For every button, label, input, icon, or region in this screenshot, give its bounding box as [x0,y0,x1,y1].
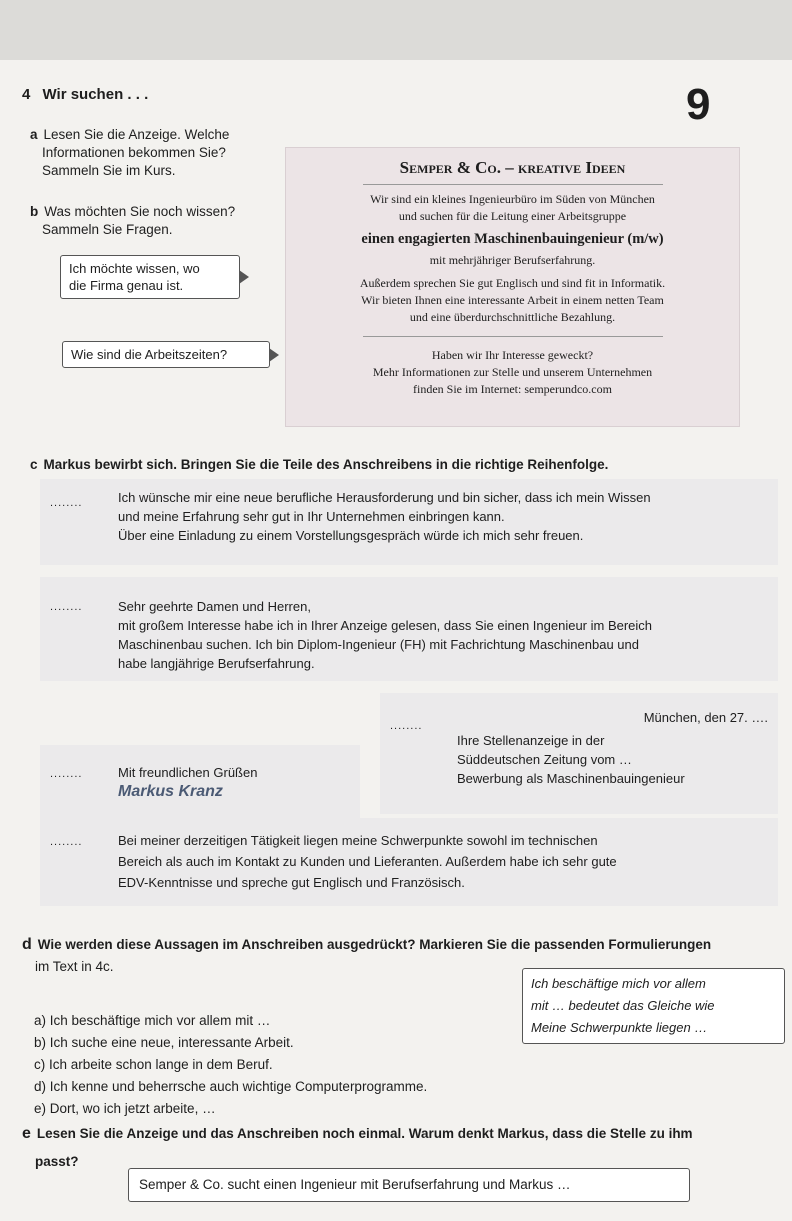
card-2-line-3: Maschinenbau suchen. Ich bin Diplom-Ingenieur (FH) mit Fachrichtung Maschinenbau und [118,637,639,652]
ad-line-8: Mehr Informationen zur Stelle und unserem Unternehmen [372,365,653,379]
task-e-letter: e [22,1125,31,1142]
task-d-line-1: Wie werden diese Aussagen im Anschreiben ausgedrückt? Markieren Sie die passenden Formulierungen [37,937,712,952]
speech-bubble-answer [128,1168,690,1202]
task-d-item-d: d) Ich kenne und beherrsche auch wichtige Computerprogramme. [34,1079,428,1094]
card-5-line-2: Bereich als auch im Kontakt zu Kunden und Lieferanten. Außerdem habe ich sehr gute [118,854,617,869]
card-3-line-1: Ihre Stellenanzeige in der [457,733,605,748]
order-blank-2[interactable]: ........ [50,601,83,613]
card-5-line-1: Bei meiner derzeitigen Tätigkeit liegen meine Schwerpunkte sowohl im technischen [118,833,598,848]
card-3-line-3: Bewerbung als Maschinenbauingenieur [457,771,685,786]
ad-line-9: finden Sie im Internet: semperundco.com [413,382,612,396]
bubble-2-text: Wie sind die Arbeitszeiten? [71,347,228,362]
ad-line-3: mit mehrjähriger Berufserfahrung. [429,253,596,267]
task-a-letter: a [30,127,38,142]
card-2-line-1: Sehr geehrte Damen und Herren, [118,599,311,614]
task-b-line-2: Sammeln Sie Fragen. [42,222,173,237]
task-d-item-a: a) Ich beschäftige mich vor allem mit … [34,1013,271,1028]
task-c-letter: c [30,457,38,472]
task-d-item-c: c) Ich arbeite schon lange in dem Beruf. [34,1057,273,1072]
ad-position: einen engagierten Maschinenbauingenieur (m/w) [361,231,664,247]
card-3-line-2: Süddeutschen Zeitung vom … [457,752,632,767]
page-number: 9 [686,80,711,129]
card-3-date: München, den 27. …. [643,710,768,725]
task-b-letter: b [30,204,39,219]
order-blank-4[interactable]: ........ [50,768,83,780]
section-title: Wir suchen . . . [42,86,149,103]
task-d-letter: d [22,936,32,953]
ad-divider-top [363,184,663,185]
order-blank-1[interactable]: ........ [50,497,83,509]
task-c [30,457,608,472]
bubble-d-line-3: Meine Schwerpunkte liegen … [531,1020,708,1035]
ad-title: Semper & Co. – kreative Ideen [399,158,626,177]
ad-line-4: Außerdem sprechen Sie gut Englisch und sind fit in Informatik. [359,276,666,290]
ad-line-6: und eine überdurchschnittliche Bezahlung. [409,310,616,324]
speech-bubble-location [60,255,240,299]
task-e-line-2: passt? [35,1154,79,1169]
section-heading [22,86,148,103]
card-1-line-2: und meine Erfahrung sehr gut in Ihr Unternehmen einbringen kann. [118,509,505,524]
card-2-line-2: mit großem Interesse habe ich in Ihrer Anzeige gelesen, dass Sie einen Ingenieur im Bereich [118,618,653,633]
letter-part-header [380,693,778,814]
ad-line-5: Wir bieten Ihnen eine interessante Arbeit in einem netten Team [361,293,664,307]
order-blank-5[interactable]: ........ [50,836,83,848]
task-d-item-b: b) Ich suche eine neue, interessante Arbeit. [34,1035,294,1050]
page-top-margin [0,0,792,60]
card-4-greeting: Mit freundlichen Grüßen [118,765,258,780]
task-d-list [34,1010,427,1120]
letter-part-signature [40,745,360,825]
speech-bubble-example [522,968,785,1044]
card-1-line-1: Ich wünsche mir eine neue berufliche Herausforderung und bin sicher, dass ich mein Wissen [118,490,651,505]
task-a [30,126,229,180]
bubble-d-line-2: mit … bedeutet das Gleiche wie [531,998,715,1013]
card-1-line-3: Über eine Einladung zu einem Vorstellungsgespräch würde ich mich sehr freuen. [118,528,584,543]
speech-bubble-hours [62,341,270,368]
order-blank-3[interactable]: ........ [390,720,423,732]
card-2-line-4: habe langjährige Berufserfahrung. [118,656,315,671]
task-a-line-3: Sammeln Sie im Kurs. [42,163,176,178]
ad-line-2: und suchen für die Leitung einer Arbeitsgruppe [398,209,627,223]
signature: Markus Kranz [118,783,223,800]
bubble-e-text: Semper & Co. sucht einen Ingenieur mit Berufserfahrung und Markus … [139,1177,571,1192]
task-d-line-2: im Text in 4c. [35,959,114,974]
bubble-1-line-1: Ich möchte wissen, wo [69,261,200,276]
ad-divider-bottom [363,336,663,337]
letter-part-experience [40,818,778,906]
card-5-line-3: EDV-Kenntnisse und spreche gut Englisch und Französisch. [118,875,465,890]
letter-part-closing-paragraph [40,479,778,565]
letter-part-introduction [40,577,778,681]
task-e-line-1: Lesen Sie die Anzeige und das Anschreiben noch einmal. Warum denkt Markus, dass die Stelle zu ihm [36,1126,693,1141]
task-a-line-2: Informationen bekommen Sie? [42,145,226,160]
task-c-text: Markus bewirbt sich. Bringen Sie die Teile des Anschreibens in die richtige Reihenfolge. [43,457,609,472]
ad-line-7: Haben wir Ihr Interesse geweckt? [431,348,594,362]
section-number: 4 [22,86,31,103]
bubble-1-line-2: die Firma genau ist. [69,278,184,293]
task-a-line-1: Lesen Sie die Anzeige. Welche [43,127,230,142]
task-b-line-1: Was möchten Sie noch wissen? [44,204,236,219]
job-advertisement [285,147,740,427]
task-b [30,203,235,239]
bubble-d-line-1: Ich beschäftige mich vor allem [531,976,706,991]
ad-line-1: Wir sind ein kleines Ingenieurbüro im Süden von München [370,192,655,206]
task-d-item-e: e) Dort, wo ich jetzt arbeite, … [34,1101,216,1116]
